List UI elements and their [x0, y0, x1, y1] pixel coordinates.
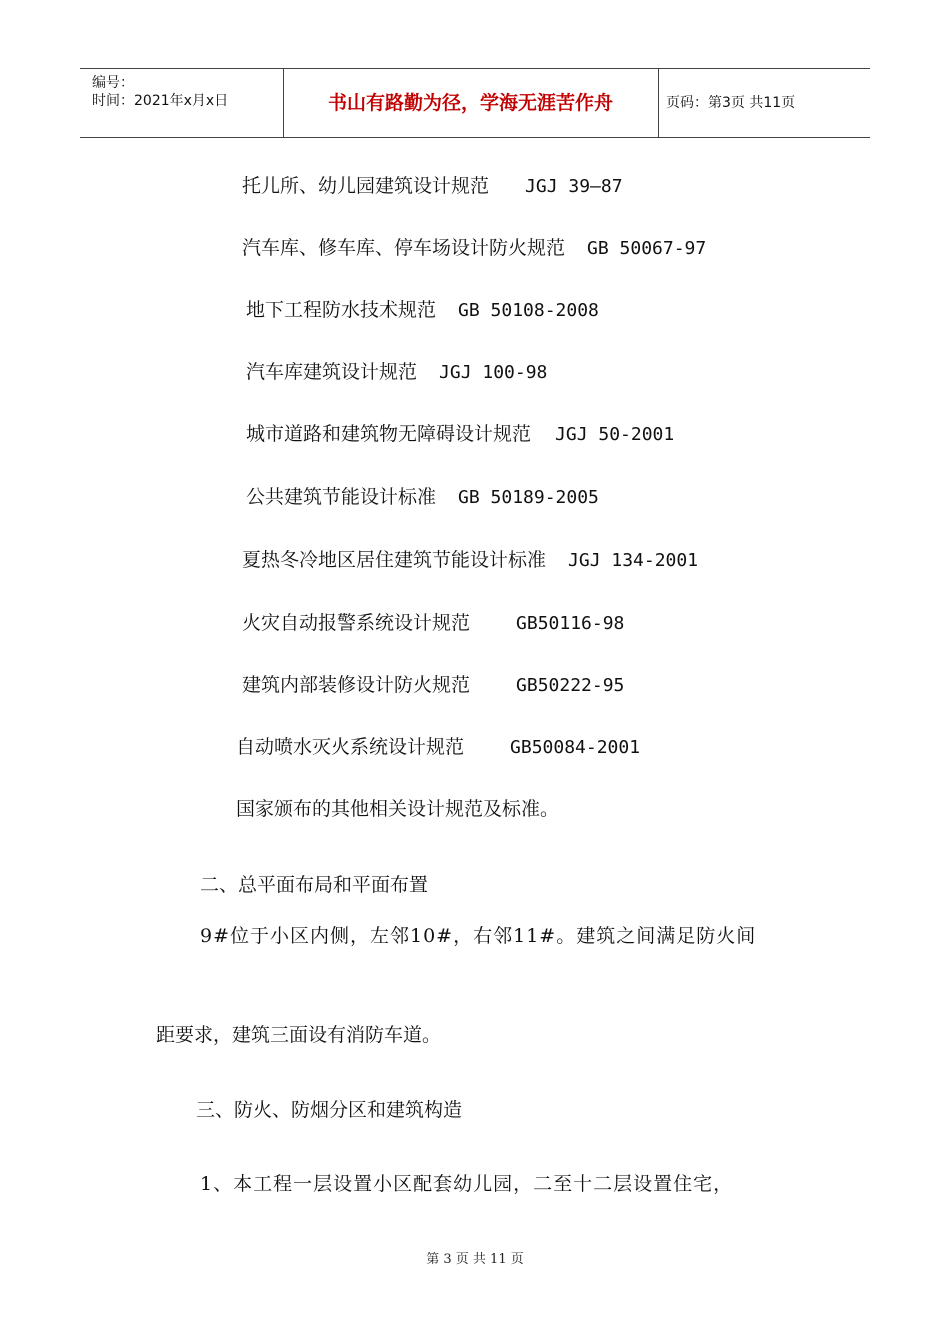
standard-code: JGJ 39—87: [525, 176, 623, 197]
standard-name: 夏热冬冷地区居住建筑节能设计标准: [242, 549, 547, 571]
standard-item: [242, 673, 624, 698]
section2-heading: 二、总平面布局和平面布置: [200, 874, 429, 896]
standard-name: 公共建筑节能设计标准: [246, 486, 437, 508]
standard-name: 自动喷水灭火系统设计规范: [236, 736, 465, 758]
page-header: [80, 68, 870, 138]
standard-code: GB 50189-2005: [458, 487, 599, 508]
header-page-info: 页码：第3页 共11页: [666, 95, 796, 111]
standard-name: 城市道路和建筑物无障碍设计规范: [246, 423, 532, 445]
standard-name: 汽车库建筑设计规范: [246, 361, 418, 383]
standard-code: GB 50108-2008: [458, 300, 599, 321]
standard-item: [242, 236, 706, 261]
other-standards: 国家颁布的其他相关设计规范及标准。: [236, 798, 560, 820]
time-label: 时间：2021年x月x日: [92, 93, 229, 109]
header-meta: [80, 69, 284, 137]
section2-paragraph-line2: 距要求，建筑三面设有消防车道。: [156, 1024, 442, 1046]
standard-item: [242, 548, 698, 573]
section3-heading: 三、防火、防烟分区和建筑构造: [196, 1099, 463, 1121]
standard-code: GB50222-95: [516, 675, 625, 696]
standard-code: JGJ 100-98: [439, 362, 548, 383]
serial-label: 编号：: [92, 75, 134, 91]
standard-name: 建筑内部装修设计防火规范: [242, 674, 471, 696]
standard-code: JGJ 50-2001: [555, 424, 675, 445]
header-motto: 书山有路勤为径，学海无涯苦作舟: [283, 69, 659, 137]
standard-name: 托儿所、幼儿园建筑设计规范: [242, 175, 490, 197]
standard-item: [246, 422, 674, 447]
standard-code: GB 50067-97: [587, 238, 707, 259]
page-footer: 第 3 页 共 11 页: [426, 1252, 524, 1267]
standard-name: 汽车库、修车库、停车场设计防火规范: [242, 237, 566, 259]
standard-name: 地下工程防水技术规范: [246, 299, 437, 321]
standard-code: GB50116-98: [516, 613, 625, 634]
standard-item: [242, 611, 624, 636]
standard-code: JGJ 134-2001: [568, 550, 699, 571]
standard-item: [242, 174, 623, 199]
standard-code: GB50084-2001: [510, 737, 641, 758]
standard-item: [246, 485, 599, 510]
standard-name: 火灾自动报警系统设计规范: [242, 612, 471, 634]
section2-paragraph-line1: 9#位于小区内侧，左邻10#，右邻11#。建筑之间满足防火间: [200, 925, 757, 947]
standard-item: [246, 360, 547, 385]
standard-item: [236, 735, 640, 760]
section3-item1: 1、本工程一层设置小区配套幼儿园，二至十二层设置住宅，: [200, 1173, 734, 1195]
standard-item: [246, 298, 599, 323]
